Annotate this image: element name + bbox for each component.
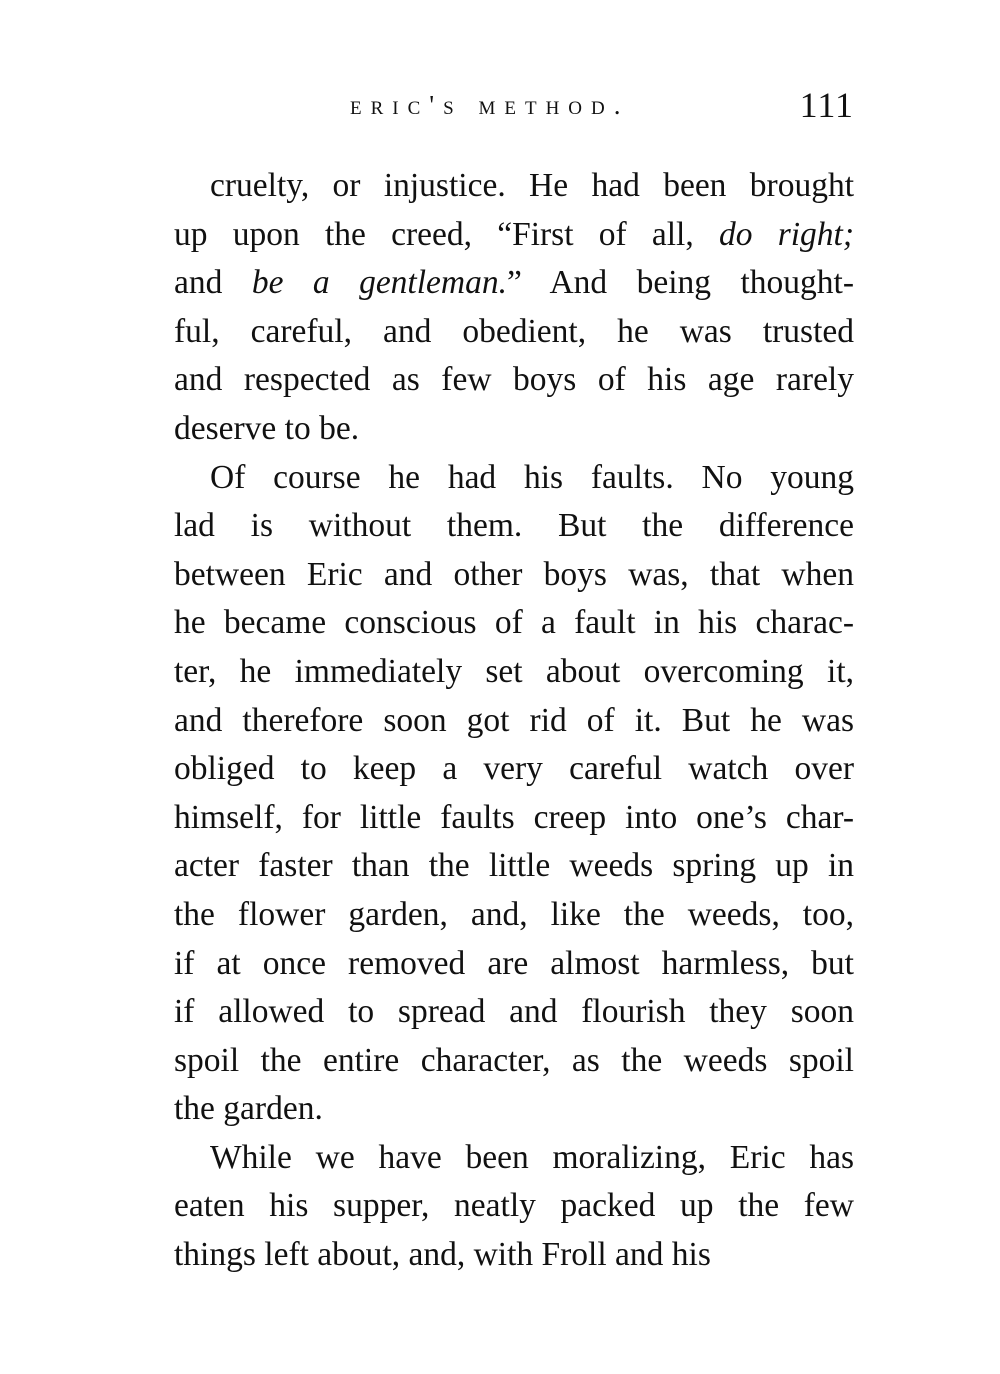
text-line [174,794,854,843]
text-segment: and respected as few boys of his age rarely [174,361,854,399]
text-line [174,891,854,940]
text-line [174,940,854,989]
text-segment: cruelty, or injustice. He had been brought [210,167,854,204]
text-segment: things left about, and, with Froll and his [174,1236,711,1274]
text-segment: lad is without them. But the difference [174,507,854,545]
text-line [174,551,854,600]
text-segment: the garden. [174,1090,323,1128]
italic-text: do right; [718,215,854,253]
text-line [174,745,854,794]
text-segment: between Eric and other boys was, that when [174,555,854,593]
text-line [174,405,854,454]
text-line [174,1182,854,1231]
text-line [174,211,854,260]
text-segment: Of course he had his faults. No young [210,458,854,496]
text-segment: spoil the entire character, as the weeds spoil [174,1041,854,1079]
text-line [174,648,854,697]
text-line [174,697,854,746]
text-segment: ” And being thought- [507,264,854,302]
text-line [174,1134,854,1183]
paragraph [174,162,854,454]
text-line [174,454,854,503]
text-segment: acter faster than the little weeds spring up in [174,847,854,885]
text-line [174,599,854,648]
text-line [174,1085,854,1134]
text-segment: he became conscious of a fault in his charac- [174,604,854,642]
text-segment: the flower garden, and, like the weeds, too, [174,895,854,933]
text-segment: if at once removed are almost harmless, but [174,944,854,982]
text-segment: ful, careful, and obedient, he was trusted [174,312,854,350]
text-segment: and [174,264,252,302]
italic-text: be a gentleman. [251,264,507,302]
text-line [174,988,854,1037]
body-text [174,162,854,1280]
paragraph [174,454,854,1134]
text-segment: deserve to be. [174,409,360,447]
text-segment: eaten his supper, neatly packed up the few [174,1187,854,1225]
text-line [174,308,854,357]
text-line [174,1037,854,1086]
page-number: 111 [799,85,854,125]
running-head [174,84,854,128]
text-line [174,356,854,405]
text-line [174,502,854,551]
text-segment: While we have been moralizing, Eric has [210,1138,854,1176]
text-segment: ter, he immediately set about overcoming it, [174,652,854,690]
text-line [174,1231,854,1280]
text-segment: himself, for little faults creep into one’s char- [174,798,854,836]
text-segment: and therefore soon got rid of it. But he was [174,701,854,739]
paragraph [174,1134,854,1280]
text-segment: obliged to keep a very careful watch over [174,750,854,788]
text-line [174,162,854,211]
text-segment: if allowed to spread and flourish they soon [174,993,854,1031]
running-title: eric's method. [350,90,630,120]
text-line [174,259,854,308]
text-segment: up upon the creed, “First of all, [174,215,719,253]
text-line [174,842,854,891]
